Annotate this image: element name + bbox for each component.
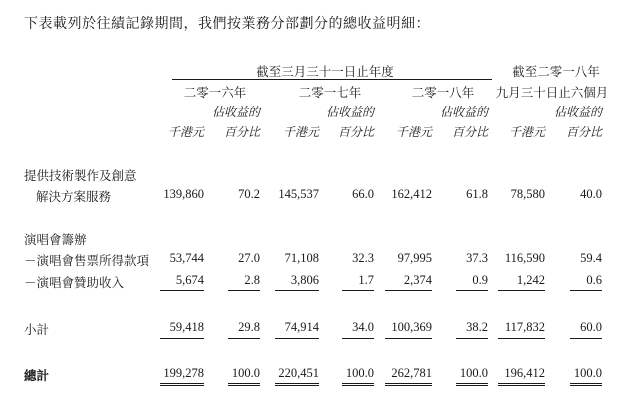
total-rule-3 [275,383,319,386]
pct-label-top-1: 佔收益的 [211,105,260,119]
sponsor-value-1: 5,674 [175,273,204,287]
total-value-4: 100.0 [345,366,374,380]
unit-hkd-2: 千港元 [282,125,319,139]
tech-value-1: 139,860 [163,187,204,201]
subtotal-under-1 [160,338,204,339]
sponsor-label: －演唱會贊助收入 [24,275,125,290]
subtotal-value-2: 29.8 [238,320,260,334]
unit-pct-1: 百分比 [223,125,260,139]
sponsor-value-5: 2,374 [403,273,432,287]
total-rule-4 [342,383,374,386]
subtotal-under-3 [275,338,319,339]
total-value-7: 196,412 [504,366,545,380]
ticket-value-3: 71,108 [284,251,319,265]
subtotal-rule-4 [342,290,374,291]
year-group-title: 截至三月三十一日止年度 [256,64,394,79]
tech-label-line1: 提供技術製作及創意 [24,168,137,183]
pct-label-top-2: 佔收益的 [325,105,374,119]
ticket-value-6: 37.3 [466,251,488,265]
ticket-value-7: 116,590 [504,251,545,265]
tech-value-8: 40.0 [580,187,602,201]
subtotal-under-2 [228,338,260,339]
sponsor-value-2: 2.8 [244,273,260,287]
pct-label-top-3: 佔收益的 [439,105,488,119]
subtotal-under-5 [385,338,432,339]
total-label: 總計 [24,368,50,383]
year-header-2016: 二零一六年 [183,85,247,100]
year-header-2017: 二零一七年 [298,85,362,100]
pct-label-top-4: 佔收益的 [553,105,602,119]
total-value-1: 199,278 [163,366,204,380]
tech-value-7: 78,580 [510,187,545,201]
tech-label-line2: 解決方案服務 [36,189,112,204]
total-value-6: 100.0 [459,366,488,380]
subtotal-rule-7 [498,290,545,291]
unit-hkd-1: 千港元 [167,125,204,139]
year-header-2018: 二零一八年 [411,85,475,100]
intro-text: 下表載列於往績記錄期間，我們按業務分部劃分的總收益明細： [24,16,430,32]
subtotal-value-7: 117,832 [504,320,545,334]
period-group-title: 截至二零一八年 [512,64,600,79]
subtotal-rule-2 [228,290,260,291]
total-rule-2 [228,383,260,386]
total-value-2: 100.0 [231,366,260,380]
unit-pct-4: 百分比 [565,125,602,139]
tech-value-3: 145,537 [278,187,319,201]
subtotal-value-4: 34.0 [352,320,374,334]
total-value-8: 100.0 [573,366,602,380]
subtotal-rule-5 [385,290,432,291]
period-group-title-2: 九月三十日止六個月 [495,85,609,100]
tech-value-2: 70.2 [238,187,260,201]
ticket-value-8: 59.4 [580,251,602,265]
tech-value-6: 61.8 [466,187,488,201]
subtotal-label: 小計 [24,322,50,337]
year-group-underline [172,79,492,80]
sponsor-value-6: 0.9 [472,273,488,287]
total-rule-1 [160,383,204,386]
subtotal-under-6 [456,338,488,339]
subtotal-rule-8 [570,290,602,291]
subtotal-rule-3 [275,290,319,291]
total-rule-8 [570,383,602,386]
tech-value-4: 66.0 [352,187,374,201]
ticket-value-2: 27.0 [238,251,260,265]
sponsor-value-8: 0.6 [586,273,602,287]
subtotal-under-7 [498,338,545,339]
tech-value-5: 162,412 [391,187,432,201]
total-value-3: 220,451 [278,366,319,380]
subtotal-value-5: 100,369 [391,320,432,334]
subtotal-rule-1 [160,290,204,291]
total-rule-5 [385,383,432,386]
subtotal-rule-6 [456,290,488,291]
ticket-value-1: 53,744 [169,251,204,265]
subtotal-under-4 [342,338,374,339]
subtotal-value-6: 38.2 [466,320,488,334]
subtotal-value-8: 60.0 [580,320,602,334]
total-rule-6 [456,383,488,386]
ticket-label: －演唱會售票所得款項 [24,253,150,268]
subtotal-under-8 [570,338,602,339]
ticket-value-5: 97,995 [397,251,432,265]
unit-pct-3: 百分比 [451,125,488,139]
sponsor-value-4: 1.7 [358,273,374,287]
concert-label: 演唱會籌辦 [24,232,87,247]
unit-hkd-4: 千港元 [508,125,545,139]
ticket-value-4: 32.3 [352,251,374,265]
subtotal-value-3: 74,914 [284,320,319,334]
subtotal-value-1: 59,418 [169,320,204,334]
unit-pct-2: 百分比 [337,125,374,139]
total-value-5: 262,781 [391,366,432,380]
unit-hkd-3: 千港元 [395,125,432,139]
sponsor-value-3: 3,806 [290,273,319,287]
total-rule-7 [498,383,545,386]
sponsor-value-7: 1,242 [516,273,545,287]
